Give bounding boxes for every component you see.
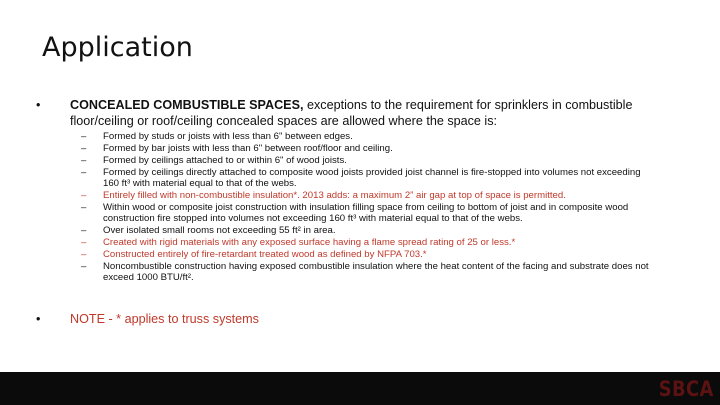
dash-marker: – <box>81 249 87 260</box>
dash-marker: – <box>81 261 87 272</box>
dash-marker: – <box>81 237 87 248</box>
exception-text: Created with rigid materials with any exposed surface having a flame spread rating of 25 or less.* <box>103 237 516 248</box>
exception-item <box>81 202 654 224</box>
dash-marker: – <box>81 202 87 213</box>
note-text: NOTE - * applies to truss systems <box>70 312 259 326</box>
sbca-logo: SBCA <box>658 377 714 401</box>
dash-marker: – <box>81 225 87 236</box>
exception-item <box>81 237 654 248</box>
exception-item <box>81 190 654 201</box>
exception-text: Formed by ceilings attached to or within 6" of wood joists. <box>103 155 347 166</box>
bullet-text <box>70 97 680 129</box>
exception-text: Noncombustible construction having exposed combustible insulation where the heat content of the facing and substrate does not exceed 1000 BTU/ft². <box>103 261 649 283</box>
dash-marker: – <box>81 143 87 154</box>
dash-marker: – <box>81 167 87 178</box>
dash-marker: – <box>81 155 87 166</box>
exception-item <box>81 155 654 166</box>
footer-bar <box>0 372 720 405</box>
exception-item <box>81 249 654 260</box>
exception-text: Formed by ceilings directly attached to composite wood joists provided joist channel is fire-stopped into volumes not exceeding 160 ft³ with material equal to that of the webs. <box>103 167 641 189</box>
exception-text: Constructed entirely of fire-retardant treated wood as defined by NFPA 703.* <box>103 249 427 260</box>
bullet-bold-lead: CONCEALED COMBUSTIBLE SPACES, <box>70 98 304 112</box>
exception-text: Within wood or composite joist construction with insulation filling space from ceiling to bottom of joist and in composite wood construction fire stopped into volumes not exceeding 160 ft³ with material equal to that of the webs. <box>103 202 629 224</box>
exception-item <box>81 261 654 283</box>
bullet-marker: • <box>36 98 41 112</box>
exception-text: Entirely filled with non-combustible insulation*. 2013 adds: a maximum 2” air gap at top of space is permitted. <box>103 190 566 201</box>
bullet-marker: • <box>36 312 41 326</box>
exception-item <box>81 143 654 154</box>
exception-text: Formed by bar joists with less than 6" between roof/floor and ceiling. <box>103 143 393 154</box>
dash-marker: – <box>81 131 87 142</box>
exception-item <box>81 131 654 142</box>
exception-list <box>81 131 654 284</box>
slide-title: Application <box>42 32 193 63</box>
exception-text: Over isolated small rooms not exceeding 55 ft² in area. <box>103 225 336 236</box>
exception-text: Formed by studs or joists with less than 6" between edges. <box>103 131 353 142</box>
dash-marker: – <box>81 190 87 201</box>
exception-item <box>81 167 654 189</box>
exception-item <box>81 225 654 236</box>
bullet-body: exceptions to the requirement for sprinklers in combustible floor/ceiling or roof/ceiling concealed spaces are allowed where the space is: <box>70 98 633 128</box>
